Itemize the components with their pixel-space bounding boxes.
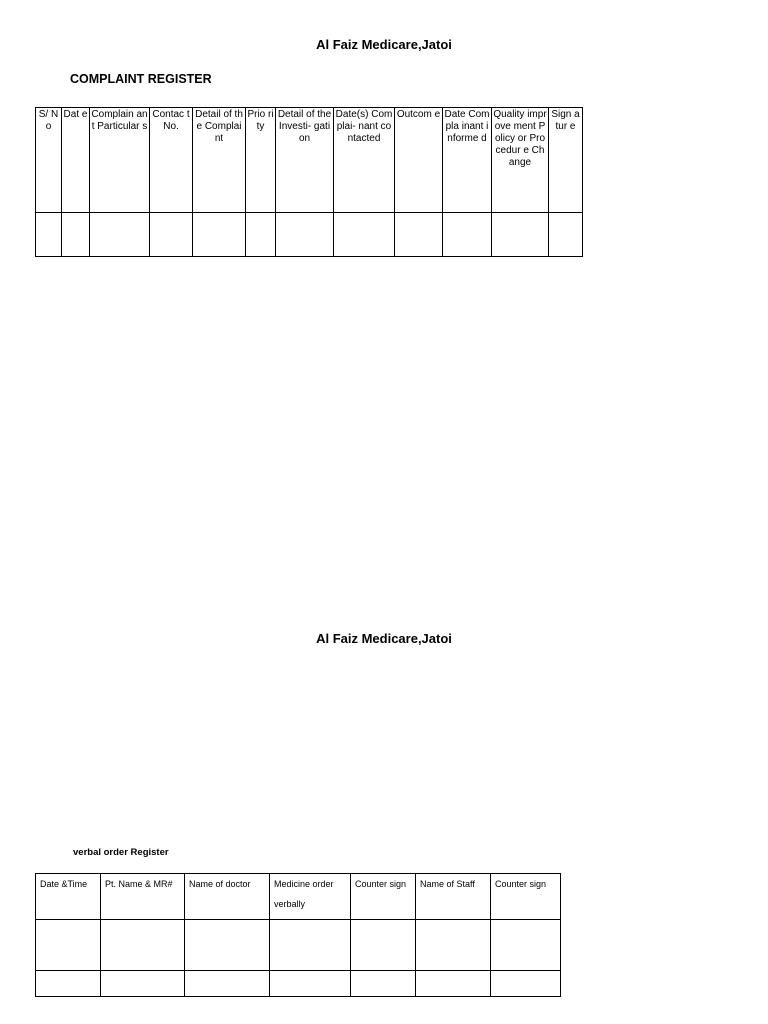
column-header-name-of-staff: Name of Staff: [416, 874, 491, 920]
table-cell: [549, 213, 583, 257]
table-cell: [36, 213, 62, 257]
column-header-patient-name-mr: Pt. Name & MR#: [101, 874, 185, 920]
column-header-date-time: Date &Time: [36, 874, 101, 920]
column-header-contact-no: Contac t No.: [150, 108, 193, 213]
table-cell: [491, 971, 561, 997]
table-cell: [36, 920, 101, 971]
column-header-signature: Sign atur e: [549, 108, 583, 213]
column-header-counter-sign: Counter sign: [351, 874, 416, 920]
verbal-order-register-table: [35, 873, 561, 997]
table-cell: [185, 920, 270, 971]
table-cell: [395, 213, 443, 257]
table-cell: [62, 213, 90, 257]
column-header-detail-of-investigation: Detail of the Investi- gation: [276, 108, 334, 213]
column-header-dates-complainant-contacted: Date(s) Complai- nant contacted: [334, 108, 395, 213]
table-cell: [351, 971, 416, 997]
table-cell: [416, 920, 491, 971]
column-header-counter-sign-2: Counter sign: [491, 874, 561, 920]
column-header-quality-improvement: Quality improve ment Policy or Procedur e Change: [492, 108, 549, 213]
table-cell: [270, 971, 351, 997]
table-cell: [270, 920, 351, 971]
table-row: [36, 971, 561, 997]
page-title: Al Faiz Medicare,Jatoi: [316, 631, 452, 646]
column-header-priority: Prio rity: [246, 108, 276, 213]
table-cell: [150, 213, 193, 257]
table-cell: [416, 971, 491, 997]
column-header-date: Dat e: [62, 108, 90, 213]
table-cell: [276, 213, 334, 257]
table-cell: [246, 213, 276, 257]
table-cell: [101, 971, 185, 997]
table-row: [36, 213, 583, 257]
table-cell: [491, 920, 561, 971]
column-header-date-complainant-informed: Date Compla inant informe d: [443, 108, 492, 213]
page-title: Al Faiz Medicare,Jatoi: [316, 37, 452, 52]
table-header-row: [36, 874, 561, 920]
table-cell: [185, 971, 270, 997]
table-cell: [101, 920, 185, 971]
table-header-row: [36, 108, 583, 213]
table-cell: [36, 971, 101, 997]
table-cell: [90, 213, 150, 257]
table-cell: [492, 213, 549, 257]
column-header-outcome: Outcom e: [395, 108, 443, 213]
table-cell: [351, 920, 416, 971]
column-header-medicine-order-verbally: Medicine order verbally: [270, 874, 351, 920]
column-header-complainant-particulars: Complain ant Particular s: [90, 108, 150, 213]
table-row: [36, 920, 561, 971]
table-cell: [443, 213, 492, 257]
column-header-detail-of-complaint: Detail of the Complai nt: [193, 108, 246, 213]
complaint-register-heading: COMPLAINT REGISTER: [70, 72, 212, 86]
table-cell: [334, 213, 395, 257]
column-header-name-of-doctor: Name of doctor: [185, 874, 270, 920]
column-header-sno: S/ No: [36, 108, 62, 213]
table-cell: [193, 213, 246, 257]
complaint-register-table: [35, 107, 583, 257]
verbal-order-register-heading: verbal order Register: [73, 847, 169, 858]
